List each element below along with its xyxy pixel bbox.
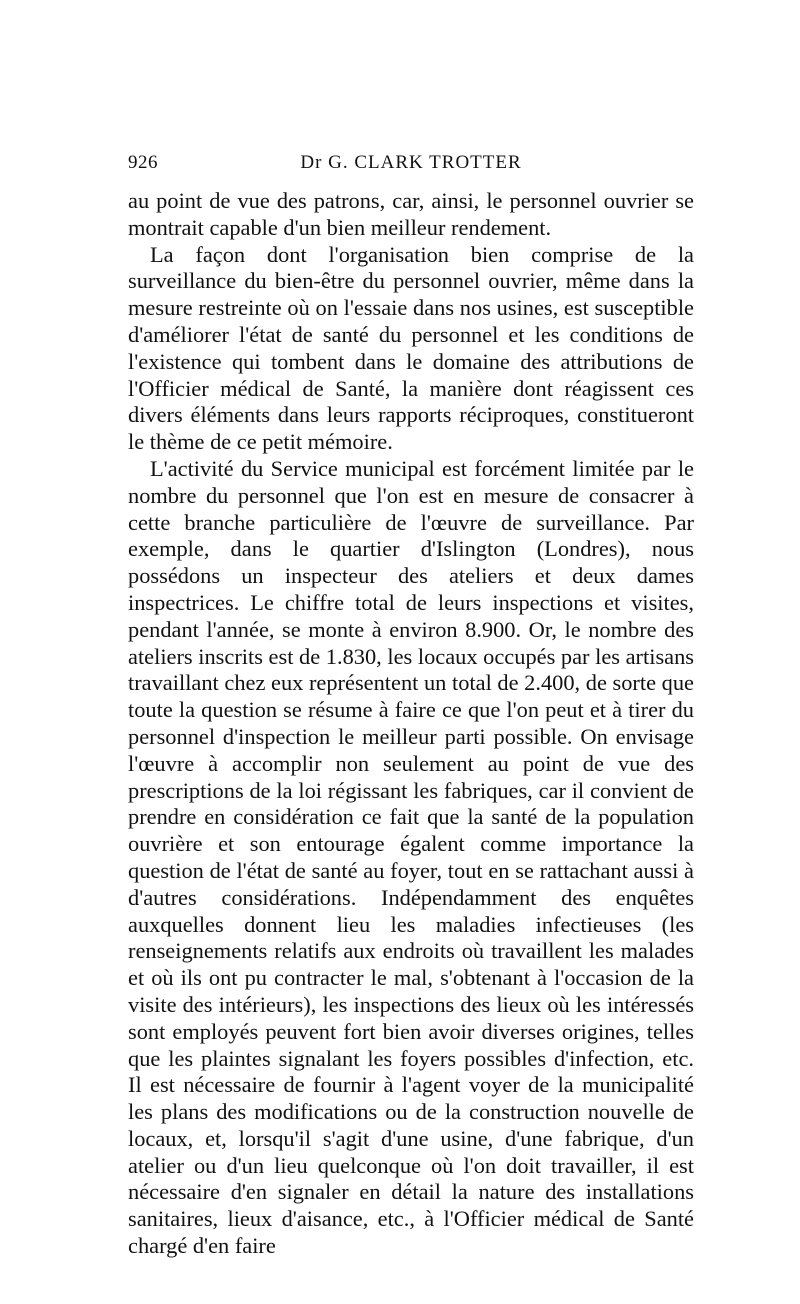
page-number: 926 — [128, 152, 158, 173]
body-text — [128, 188, 694, 1260]
running-title: Dr G. CLARK TROTTER — [300, 152, 522, 173]
paragraph: L'activité du Service municipal est forcément limitée par le nombre du personnel que l'on est en mesure de consacrer à cette branche particulière de l'œuvre de surveillance. Par exemple, dans le quartier d'Islington (Londres), nous possédons un inspecteur des ateliers et deux dames inspectrices. Le chiffre total de leurs inspections et visites, pendant l'année, se monte à environ 8.900. Or, le nombre des ateliers inscrits est de 1.830, les locaux occupés par les artisans travaillant chez eux représentent un total de 2.400, de sorte que toute la question se résume à faire ce que l'on peut et à tirer du personnel d'inspection le meilleur parti possible. On envisage l'œuvre à accomplir non seulement au point de vue des prescriptions de la loi régissant les fabriques, car il convient de prendre en considération ce fait que la santé de la population ouvrière et son entourage égalent comme importance la question de l'état de santé au foyer, tout en se rattachant aussi à d'autres considérations. Indépendamment des enquêtes auxquelles donnent lieu les maladies infectieuses (les renseignements relatifs aux endroits où travaillent les malades et où ils ont pu contracter le mal, s'obtenant à l'occasion de la visite des intérieurs), les inspections des lieux où les intéressés sont employés peuvent fort bien avoir diverses origines, telles que les plaintes signalant les foyers possibles d'infection, etc. Il est nécessaire de fournir à l'agent voyer de la municipalité les plans des modifications ou de la construction nouvelle de locaux, et, lorsqu'il s'agit d'une usine, d'une fabrique, d'un atelier ou d'un lieu quelconque où l'on doit travailler, il est nécessaire d'en signaler en détail la nature des installations sanitaires, lieux d'aisance, etc., à l'Officier médical de Santé chargé d'en faire — [128, 455, 694, 1259]
running-header — [128, 152, 694, 180]
paragraph: La façon dont l'organisation bien comprise de la surveillance du bien-être du personnel ouvrier, même dans la mesure restreinte où on l'essaie dans nos usines, est susceptible d'améliorer l'état de santé du personnel et les conditions de l'existence qui tombent dans le domaine des attributions de l'Officier médical de Santé, la manière dont réagissent ces divers éléments dans leurs rapports réciproques, constitueront le thème de ce petit mémoire. — [128, 241, 694, 455]
paragraph-continued: au point de vue des patrons, car, ainsi, le personnel ouvrier se montrait capable d'un bien meilleur rendement. — [128, 188, 694, 240]
